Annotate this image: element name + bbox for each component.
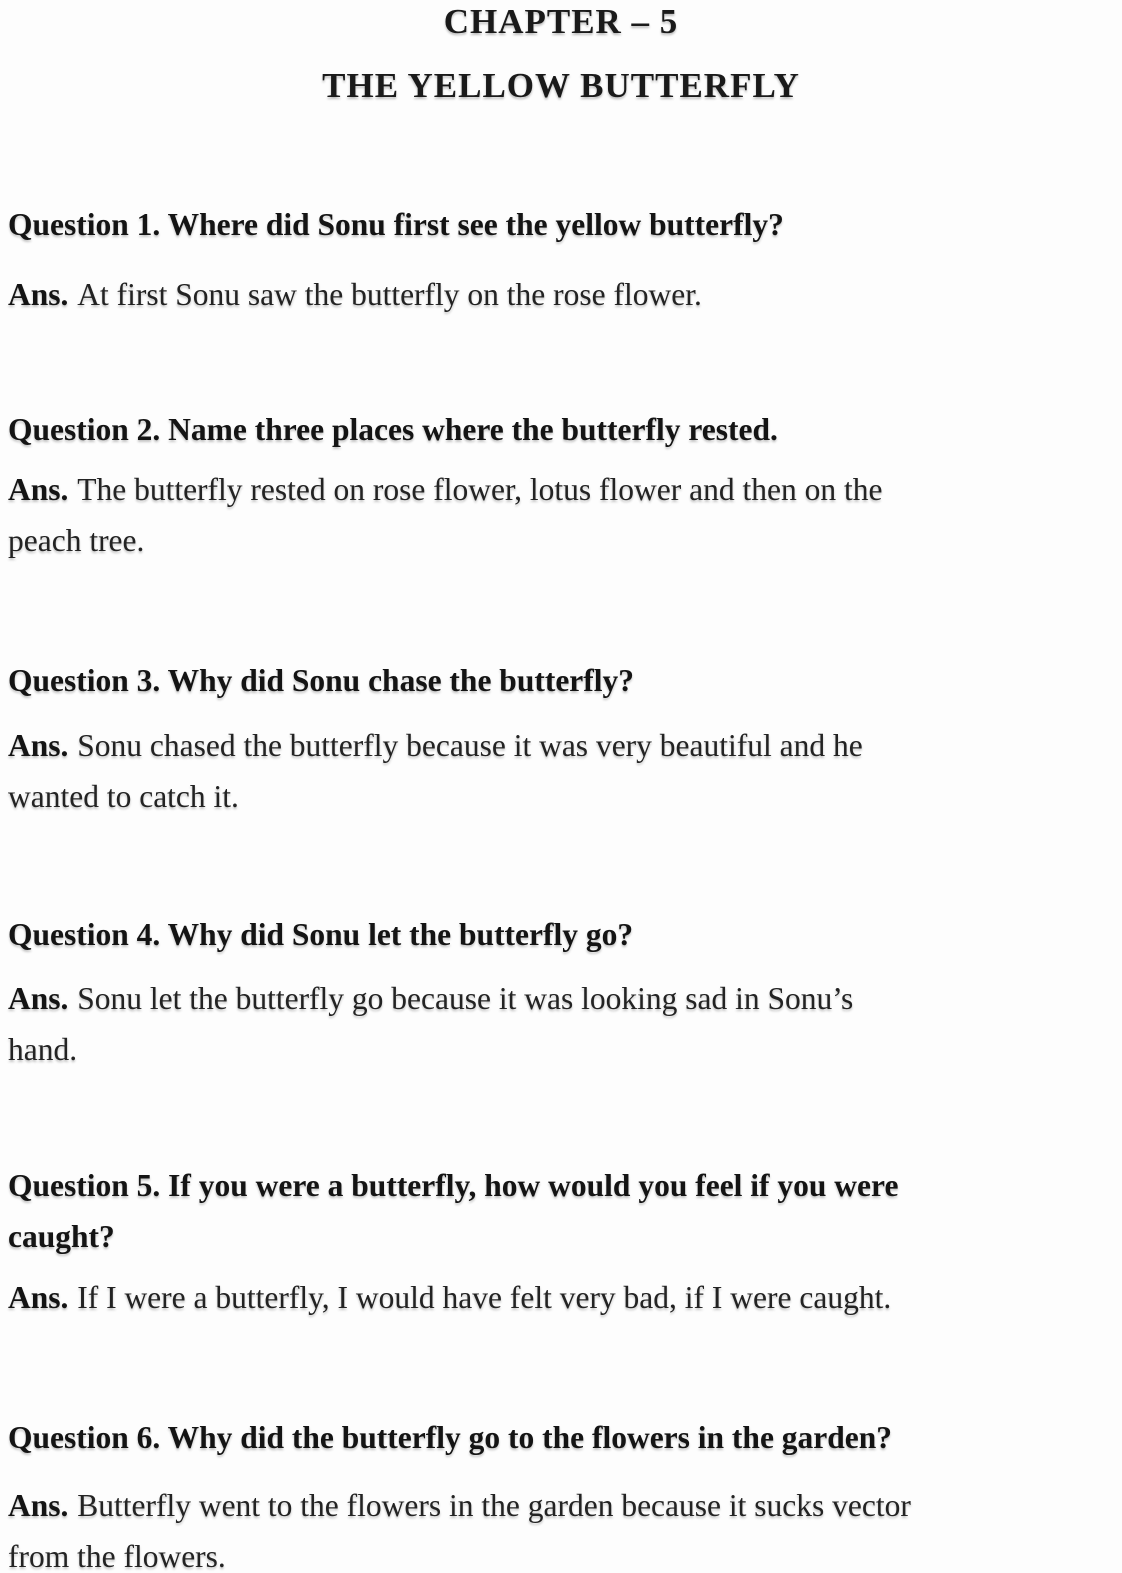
qa-block-1-question (8, 199, 1114, 250)
question-text: Question 6. Why did the butterfly go to the flowers in the garden? (8, 1420, 893, 1455)
qa-block-5-answer (8, 1272, 1114, 1323)
answer-line (8, 1480, 1114, 1531)
answer-text: Butterfly went to the flowers in the garden because it sucks vector (77, 1488, 911, 1523)
story-title: THE YELLOW BUTTERFLY (322, 66, 800, 105)
answer-text: If I were a butterfly, I would have felt very bad, if I were caught. (77, 1280, 892, 1315)
question-text: Question 4. Why did Sonu let the butterfly go? (8, 917, 634, 952)
answer-line (8, 720, 1114, 771)
answer-label: Ans. (8, 1280, 69, 1315)
answer-label: Ans. (8, 472, 69, 507)
answer-label: Ans. (8, 728, 69, 763)
answer-label: Ans. (8, 981, 69, 1016)
answer-line: from the flowers. (8, 1539, 226, 1573)
answer-text: The butterfly rested on rose flower, lotus flower and then on the (77, 472, 883, 507)
question-text: caught? (8, 1219, 115, 1254)
answer-text: Sonu chased the butterfly because it was very beautiful and he (77, 728, 863, 763)
answer-label: Ans. (8, 277, 69, 312)
answer-line (8, 973, 1114, 1024)
qa-block-2-question (8, 404, 1114, 455)
question-text: Question 3. Why did Sonu chase the butterfly? (8, 663, 635, 698)
qa-block-3-question (8, 655, 1114, 706)
chapter-title: CHAPTER – 5 (443, 2, 679, 41)
answer-label: Ans. (8, 1488, 69, 1523)
answer-text: At first Sonu saw the butterfly on the rose flower. (77, 277, 702, 312)
qa-block-3-answer (8, 720, 1114, 822)
qa-block-6-answer (8, 1480, 1114, 1573)
answer-line (8, 269, 1114, 320)
qa-block-6-question (8, 1412, 1114, 1463)
answer-line: wanted to catch it. (8, 779, 239, 814)
question-text: Question 2. Name three places where the butterfly rested. (8, 412, 778, 447)
qa-block-2-answer (8, 464, 1114, 566)
question-text: Question 5. If you were a butterfly, how would you feel if you were (8, 1168, 899, 1203)
answer-text: Sonu let the butterfly go because it was looking sad in Sonu’s (77, 981, 854, 1016)
qa-block-4-question (8, 909, 1114, 960)
qa-block-1-answer (8, 269, 1114, 320)
qa-block-4-answer (8, 973, 1114, 1075)
answer-line (8, 464, 1114, 515)
qa-block-5-question (8, 1160, 1114, 1262)
question-text: Question 1. Where did Sonu first see the yellow butterfly? (8, 207, 784, 242)
answer-line: hand. (8, 1032, 78, 1067)
answer-line (8, 1272, 1114, 1323)
answer-line: peach tree. (8, 523, 145, 558)
